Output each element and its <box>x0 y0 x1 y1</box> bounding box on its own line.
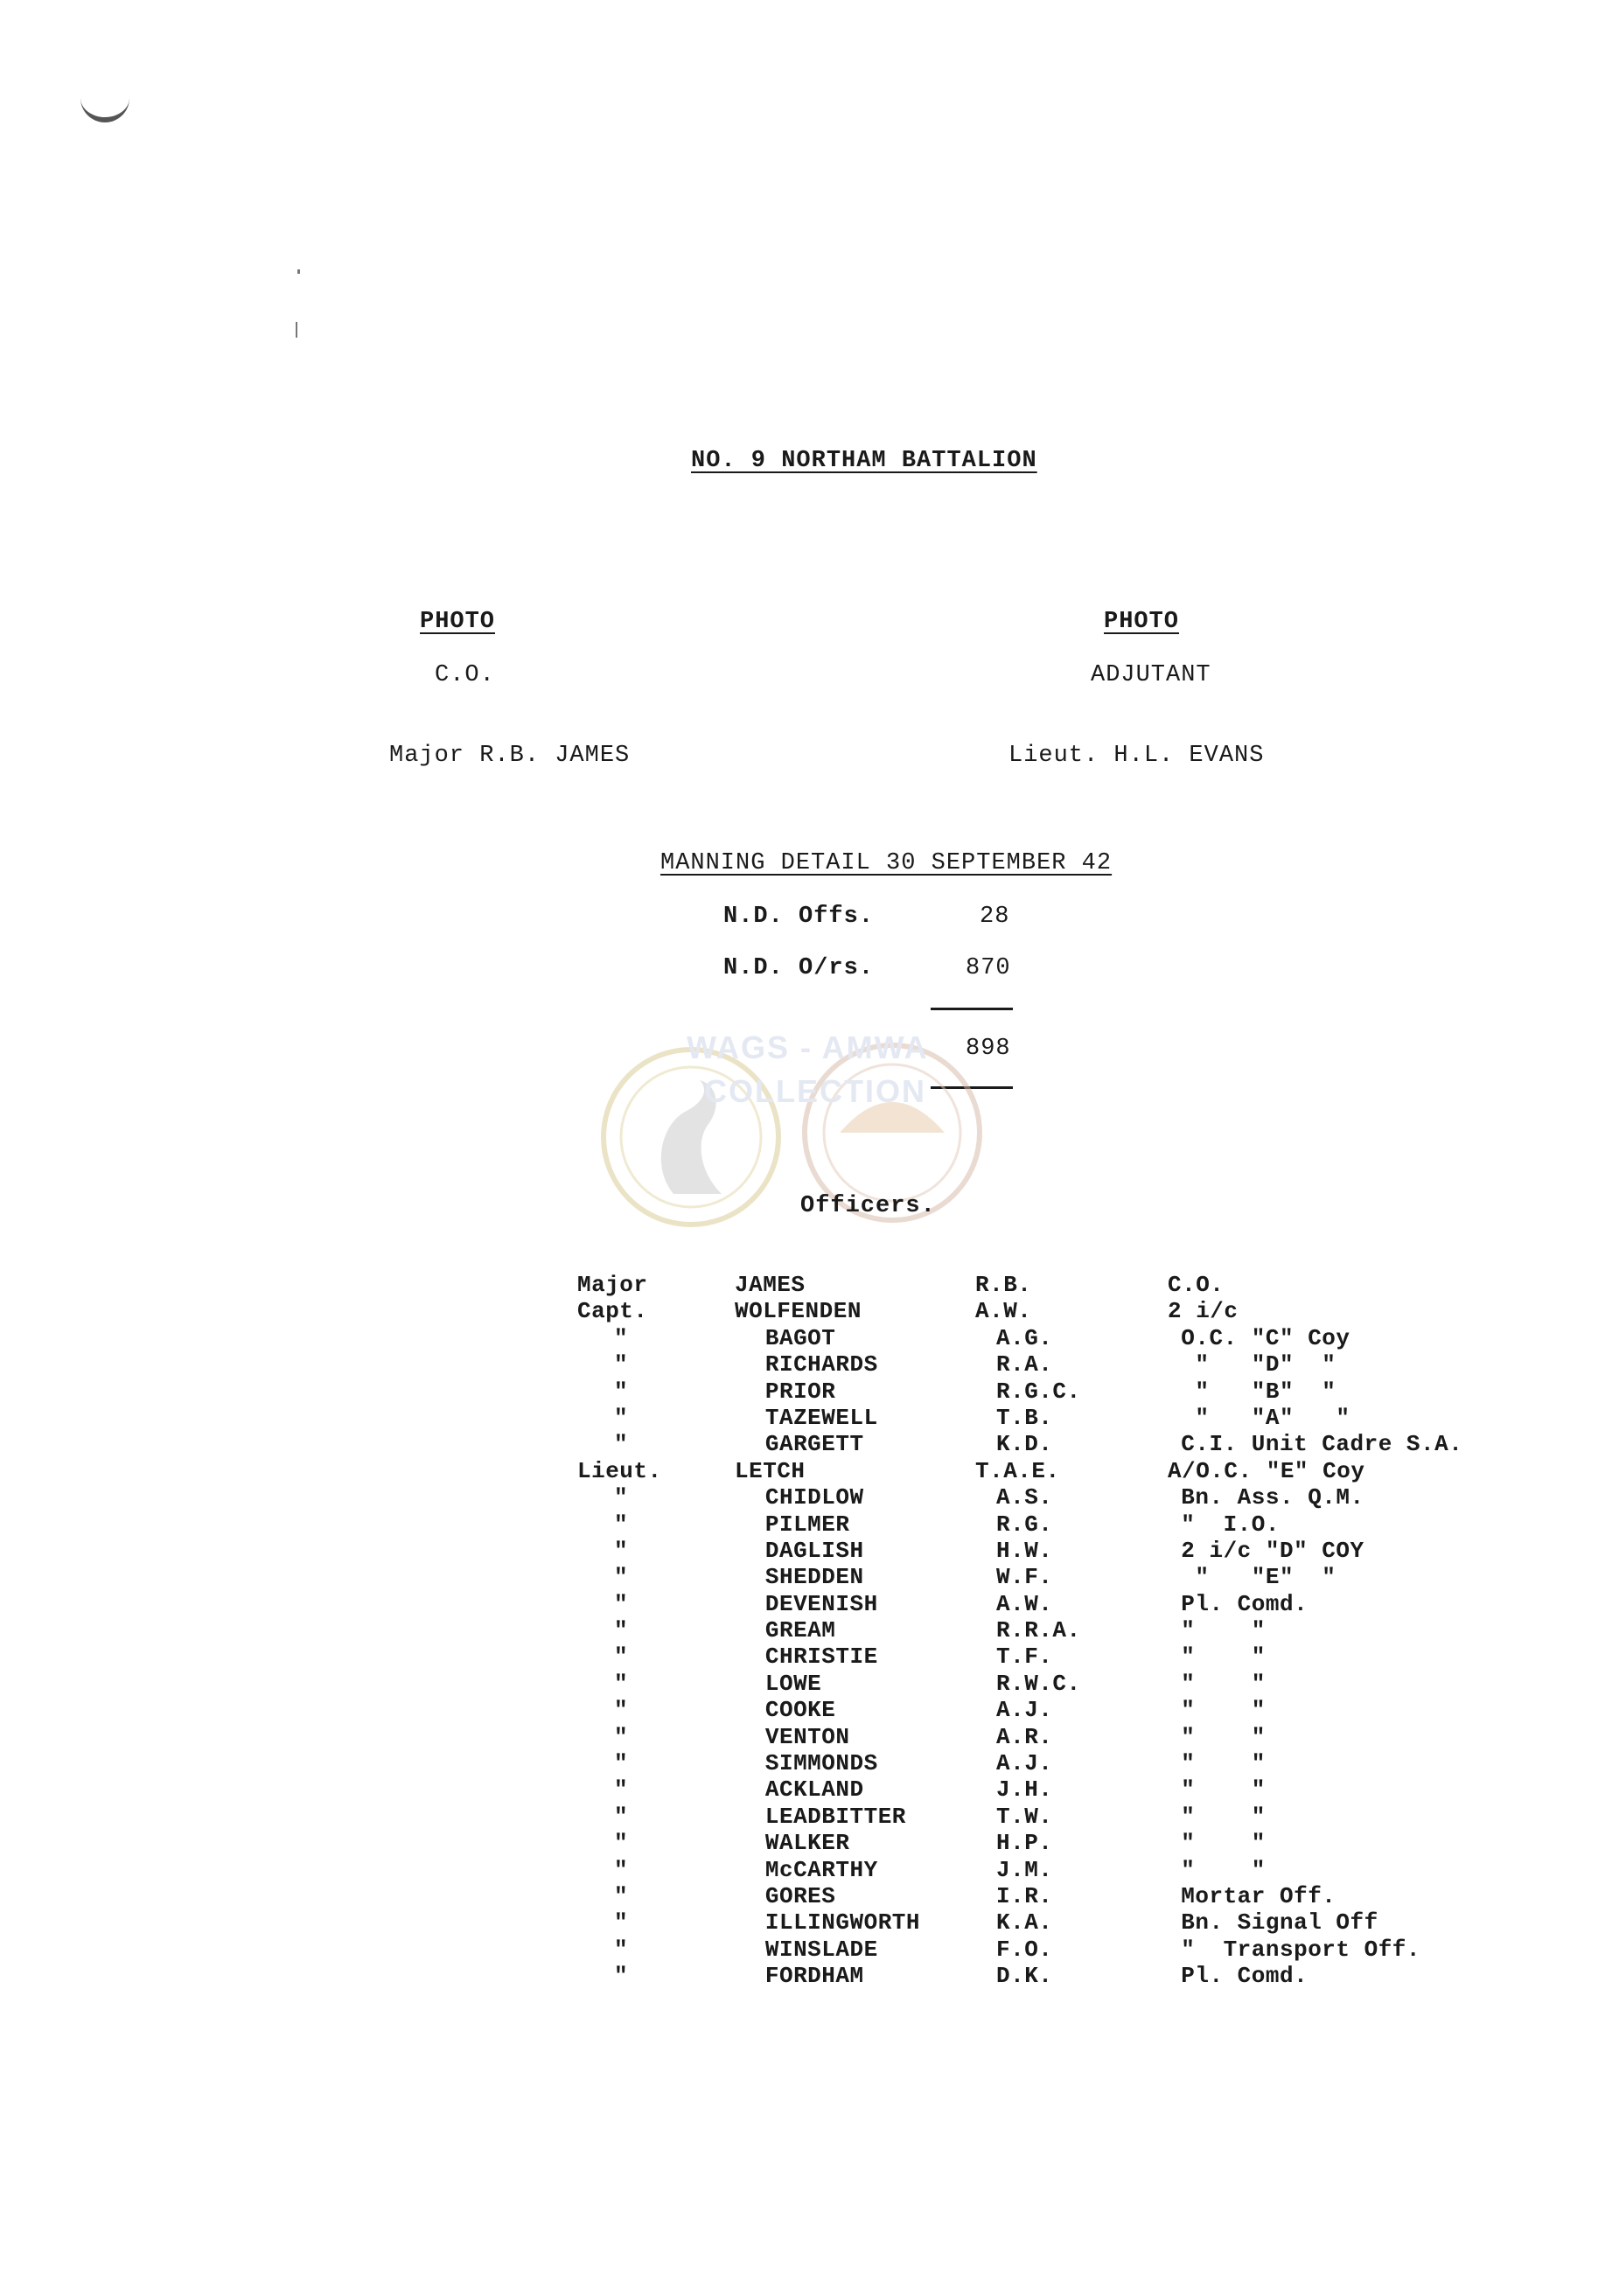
officer-row <box>577 1697 1504 1723</box>
officer-role: " " <box>1181 1723 1266 1750</box>
officer-row <box>577 1484 1504 1511</box>
watermark-line-1: WAGS - AMWA <box>687 1029 929 1065</box>
officer-initials: A.W. <box>975 1298 1032 1325</box>
officer-role: 2 i/c "D" COY <box>1181 1537 1364 1564</box>
manning-label-ors: N.D. O/rs. <box>723 955 875 981</box>
officer-rank: " <box>614 1856 629 1883</box>
officer-row <box>577 1431 1504 1457</box>
officer-surname: WALKER <box>764 1830 850 1857</box>
officer-role: " "B" " <box>1181 1378 1336 1405</box>
officer-surname: TAZEWELL <box>764 1404 878 1431</box>
officer-rank: Major <box>577 1272 648 1298</box>
officer-initials: K.D. <box>995 1431 1053 1458</box>
manning-value-offs: 28 <box>980 904 1010 930</box>
officer-role: 2 i/c <box>1168 1298 1239 1325</box>
officer-role: Bn. Ass. Q.M. <box>1181 1484 1364 1511</box>
officers-heading: Officers. <box>800 1193 936 1219</box>
officer-row <box>577 1937 1504 1963</box>
officer-row <box>577 1617 1504 1643</box>
officer-row <box>577 1643 1504 1670</box>
officer-surname: LETCH <box>735 1457 806 1484</box>
officer-role: C.O. <box>1168 1272 1225 1298</box>
officer-initials: J.M. <box>995 1856 1053 1883</box>
officer-initials: R.R.A. <box>995 1617 1081 1644</box>
officer-initials: A.S. <box>995 1484 1053 1511</box>
officer-surname: BAGOT <box>764 1324 836 1351</box>
officer-initials: F.O. <box>995 1936 1053 1963</box>
manning-heading: MANNING DETAIL 30 SEPTEMBER 42 <box>660 850 1113 876</box>
officer-row <box>577 1325 1504 1351</box>
officer-row <box>577 1591 1504 1617</box>
officer-role: " " <box>1181 1670 1266 1697</box>
officer-initials: R.G. <box>995 1511 1053 1538</box>
officer-role: " " <box>1181 1750 1266 1777</box>
officer-role: " " <box>1181 1697 1266 1724</box>
officer-row <box>577 1750 1504 1776</box>
officers-table <box>577 1272 1504 1990</box>
officer-role: " "A" " <box>1181 1404 1350 1431</box>
officer-role: C.I. Unit Cadre S.A. <box>1181 1431 1463 1458</box>
officer-initials: R.G.C. <box>995 1378 1081 1405</box>
officer-initials: T.B. <box>995 1404 1053 1431</box>
officer-surname: VENTON <box>764 1723 850 1750</box>
officer-surname: DAGLISH <box>764 1537 864 1564</box>
officer-row <box>577 1351 1504 1378</box>
officer-row <box>577 1671 1504 1697</box>
officer-row <box>577 1405 1504 1431</box>
officer-surname: LEADBITTER <box>764 1803 906 1830</box>
officer-surname: ACKLAND <box>764 1776 864 1804</box>
officer-initials: H.W. <box>995 1537 1053 1564</box>
officer-initials: A.W. <box>995 1590 1053 1617</box>
officer-row <box>577 1298 1504 1324</box>
officer-initials: K.A. <box>995 1909 1053 1937</box>
photo-role-left: C.O. <box>435 662 495 688</box>
officer-rank: " <box>614 1378 629 1405</box>
officer-row <box>577 1883 1504 1909</box>
manning-value-ors: 870 <box>966 955 1011 981</box>
officer-surname: JAMES <box>735 1272 806 1298</box>
officer-initials: D.K. <box>995 1963 1053 1990</box>
officer-rank: Capt. <box>577 1298 648 1325</box>
sum-rule <box>931 1008 1013 1010</box>
officer-role: " " <box>1181 1617 1266 1644</box>
officer-rank: " <box>614 1590 629 1617</box>
officer-surname: CHRISTIE <box>764 1643 878 1671</box>
officer-role: A/O.C. "E" Coy <box>1168 1457 1365 1484</box>
photo-role-right: ADJUTANT <box>1091 662 1211 688</box>
officer-initials: W.F. <box>995 1564 1053 1591</box>
officer-initials: H.P. <box>995 1830 1053 1857</box>
officer-surname: GARGETT <box>764 1431 864 1458</box>
officer-role: " Transport Off. <box>1181 1936 1421 1963</box>
officer-initials: T.F. <box>995 1643 1053 1671</box>
officer-rank: " <box>614 1670 629 1697</box>
photo-label-right: PHOTO <box>1104 609 1180 635</box>
officer-rank: " <box>614 1750 629 1777</box>
officer-initials: T.A.E. <box>975 1457 1060 1484</box>
officer-surname: COOKE <box>764 1697 836 1724</box>
officer-surname: PILMER <box>764 1511 850 1538</box>
officer-role: " " <box>1181 1830 1266 1857</box>
officer-rank: " <box>614 1564 629 1591</box>
officer-row <box>577 1511 1504 1538</box>
officer-initials: J.H. <box>995 1776 1053 1804</box>
photo-name-left: Major R.B. JAMES <box>389 743 631 769</box>
officer-surname: SHEDDEN <box>764 1564 864 1591</box>
officer-surname: CHIDLOW <box>764 1484 864 1511</box>
officer-row <box>577 1458 1504 1484</box>
officer-initials: A.J. <box>995 1697 1053 1724</box>
officer-row <box>577 1857 1504 1883</box>
officer-surname: RICHARDS <box>764 1351 878 1378</box>
officer-role: " " <box>1181 1803 1266 1830</box>
officer-initials: T.W. <box>995 1803 1053 1830</box>
officer-row <box>577 1804 1504 1830</box>
officer-role: " "D" " <box>1181 1351 1336 1378</box>
officer-row <box>577 1776 1504 1803</box>
manning-total: 898 <box>966 1036 1011 1062</box>
officer-rank: " <box>614 1324 629 1351</box>
officer-rank: " <box>614 1617 629 1644</box>
officer-surname: PRIOR <box>764 1378 836 1405</box>
officer-surname: McCARTHY <box>764 1856 878 1883</box>
officer-rank: " <box>614 1936 629 1963</box>
officer-row <box>577 1538 1504 1564</box>
officer-rank: " <box>614 1723 629 1750</box>
officer-rank: " <box>614 1511 629 1538</box>
officer-row <box>577 1564 1504 1590</box>
officer-initials: A.J. <box>995 1750 1053 1777</box>
officer-role: " " <box>1181 1776 1266 1804</box>
officer-surname: FORDHAM <box>764 1963 864 1990</box>
officer-rank: " <box>614 1697 629 1724</box>
officer-row <box>577 1963 1504 1989</box>
officer-rank: " <box>614 1776 629 1804</box>
officer-rank: " <box>614 1909 629 1937</box>
officer-row <box>577 1724 1504 1750</box>
officer-initials: A.G. <box>995 1324 1053 1351</box>
officer-initials: I.R. <box>995 1882 1053 1909</box>
officer-rank: " <box>614 1882 629 1909</box>
officer-surname: WINSLADE <box>764 1936 878 1963</box>
officer-row <box>577 1378 1504 1405</box>
officer-role: Pl. Comd. <box>1181 1963 1308 1990</box>
officer-rank: Lieut. <box>577 1457 662 1484</box>
officer-initials: R.W.C. <box>995 1670 1081 1697</box>
officer-surname: GREAM <box>764 1617 836 1644</box>
officer-row <box>577 1830 1504 1856</box>
officer-role: " " <box>1181 1856 1266 1883</box>
manning-label-offs: N.D. Offs. <box>723 904 875 930</box>
officer-role: " " <box>1181 1643 1266 1671</box>
officer-initials: R.B. <box>975 1272 1032 1298</box>
officer-rank: " <box>614 1537 629 1564</box>
officer-rank: " <box>614 1830 629 1857</box>
officer-role: " "E" " <box>1181 1564 1336 1591</box>
officer-surname: ILLINGWORTH <box>764 1909 921 1937</box>
officer-surname: SIMMONDS <box>764 1750 878 1777</box>
officer-rank: " <box>614 1431 629 1458</box>
officer-row <box>577 1272 1504 1298</box>
officer-row <box>577 1909 1504 1936</box>
officer-rank: " <box>614 1963 629 1990</box>
officer-initials: R.A. <box>995 1351 1053 1378</box>
officer-role: Bn. Signal Off <box>1181 1909 1378 1937</box>
scan-speck <box>297 269 300 274</box>
photo-name-right: Lieut. H.L. EVANS <box>1008 743 1265 769</box>
officer-role: O.C. "C" Coy <box>1181 1324 1350 1351</box>
officer-rank: " <box>614 1484 629 1511</box>
officer-surname: LOWE <box>764 1670 822 1697</box>
punch-hole-mark <box>80 77 129 122</box>
officer-rank: " <box>614 1803 629 1830</box>
officer-surname: WOLFENDEN <box>735 1298 862 1325</box>
officer-surname: DEVENISH <box>764 1590 878 1617</box>
officer-rank: " <box>614 1404 629 1431</box>
officer-surname: GORES <box>764 1882 836 1909</box>
officer-initials: A.R. <box>995 1723 1053 1750</box>
officer-rank: " <box>614 1351 629 1378</box>
officer-role: Mortar Off. <box>1181 1882 1336 1909</box>
officer-role: " I.O. <box>1181 1511 1280 1538</box>
photo-label-left: PHOTO <box>420 609 496 635</box>
scan-speck <box>296 322 297 338</box>
officer-role: Pl. Comd. <box>1181 1590 1308 1617</box>
watermark-line-2: COLLECTION <box>704 1073 926 1109</box>
officer-rank: " <box>614 1643 629 1671</box>
page-title: NO. 9 NORTHAM BATTALION <box>691 448 1037 474</box>
